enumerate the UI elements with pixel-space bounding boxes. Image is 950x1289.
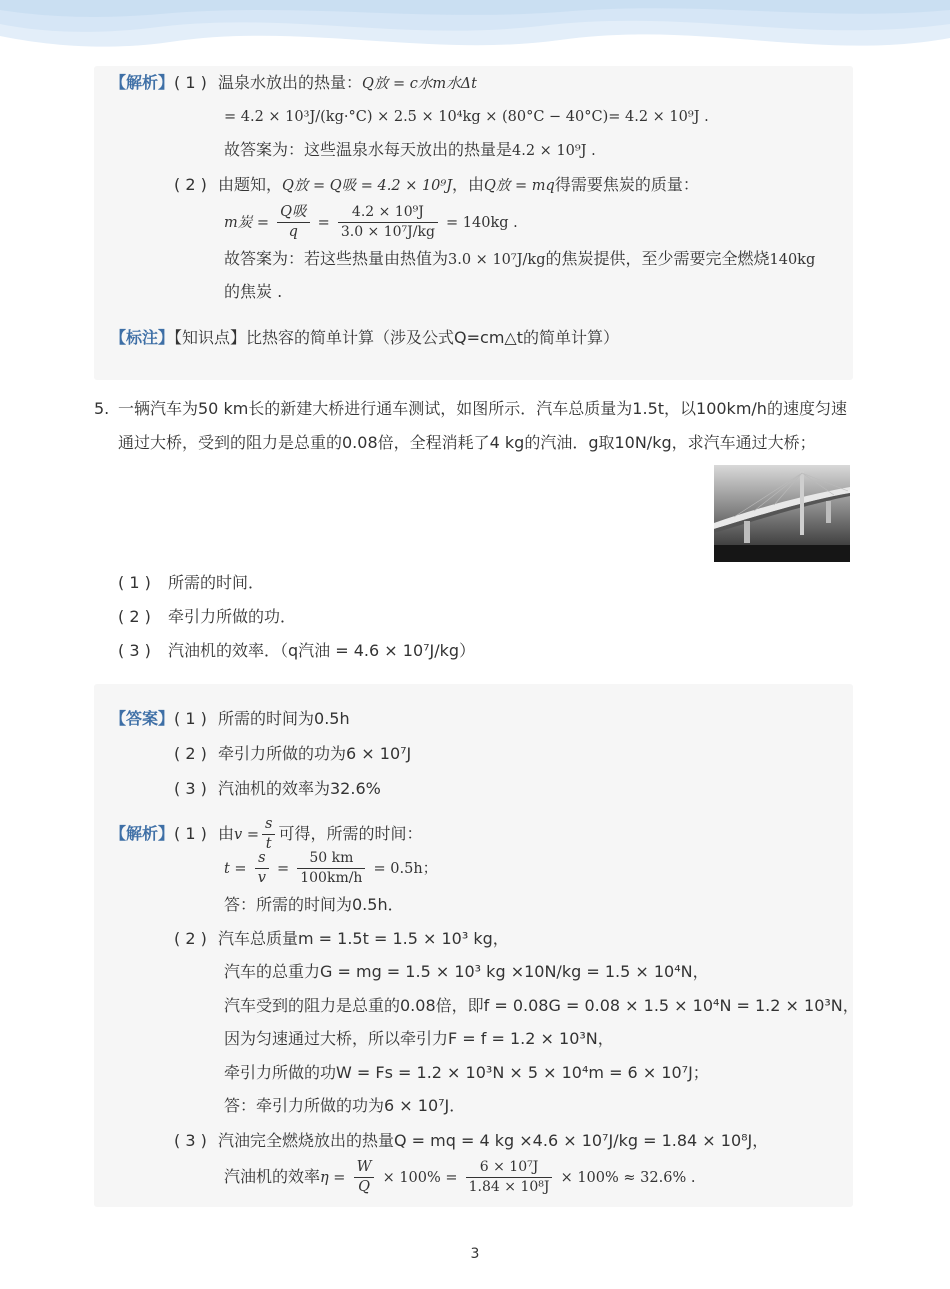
- analysis-s2-answer: 答：牵引力所做的功为6 × 10⁷J．: [224, 1096, 466, 1115]
- analysis-s3-line1: [174, 1130, 768, 1152]
- denominator: q: [288, 224, 298, 240]
- header-wave-decoration: [0, 0, 950, 70]
- question5-sub2: [118, 606, 296, 628]
- numerator: s: [262, 815, 275, 835]
- part-number: ( 2 ): [174, 929, 207, 948]
- note-line: [110, 327, 619, 349]
- formula: Q放 = c水m水Δt: [362, 76, 477, 92]
- formula: η =: [320, 1170, 346, 1186]
- formula: Q放 = mq: [484, 178, 555, 194]
- question5-line1: [94, 398, 847, 420]
- formula: × 100% =: [382, 1170, 458, 1186]
- part-number: ( 3 ): [174, 1131, 207, 1150]
- formula: m炭 =: [224, 215, 270, 231]
- bridge-image: [714, 465, 850, 562]
- sub-text: 所需的时间．: [168, 573, 265, 592]
- text: 可得，所需的时间：: [278, 824, 423, 843]
- answer-line3: [174, 778, 381, 800]
- analysis-s2-line3: 汽车受到的阻力是总重的0.08倍，即f = 0.08G = 0.08 × 1.5 × 10⁴N = 1.2 × 10³N，: [224, 996, 859, 1015]
- note-tag: 【标注】: [110, 328, 175, 347]
- fraction: [255, 849, 269, 888]
- answer-text: 所需的时间为0.5h: [218, 709, 350, 728]
- numerator: W: [354, 1158, 375, 1178]
- formula: v =: [234, 827, 259, 843]
- text: 故答案为：若这些热量由热值为: [224, 249, 449, 268]
- value: 3.0 × 10⁷J/kg: [448, 252, 546, 268]
- sub-text: 牵引力所做的功．: [168, 607, 297, 626]
- denominator: 1.84 × 10⁸J: [468, 1179, 550, 1195]
- denominator: v: [257, 870, 266, 886]
- result: = 0.5h；: [373, 861, 438, 877]
- part-number: ( 1 ): [174, 73, 207, 92]
- result: × 100% ≈ 32.6% .: [560, 1170, 696, 1186]
- numerator: Q吸: [277, 203, 309, 223]
- analysis-part2-fraction-line: m炭 = $\frac{\text{Q吸}}{q}$ = $\frac{\text{4.2 × 10⁹J}}{\text{3.0 × 10⁷J/kg}}$ = 140kg .: [224, 204, 518, 240]
- fraction: [277, 203, 309, 242]
- analysis-s3-line2: [224, 1155, 695, 1200]
- numerator: 50 km: [297, 849, 365, 869]
- analysis-part1-calc: = 4.2 × 10³J/(kg·°C) × 2.5 × 10⁴kg × (80°C − 40°C)= 4.2 × 10⁹J .: [224, 109, 709, 125]
- text: 汽油完全燃烧放出的热量Q = mq = 4 kg ×4.6 × 10⁷J/kg = 1.84 × 10⁸J，: [218, 1131, 769, 1150]
- text: ，由: [452, 175, 485, 194]
- analysis-s2-line1: [174, 928, 509, 950]
- numerator: s: [255, 849, 269, 869]
- analysis-s1-line2: t = $\frac{s}{v}$ = $\frac{50 km}{100km/h}$ = 0.5h；: [224, 850, 438, 886]
- analysis-part2-answer-cont: 的焦炭 .: [224, 282, 283, 301]
- part-number: ( 1 ): [174, 824, 207, 843]
- analysis-tag: 【解析】: [110, 824, 175, 843]
- text: 由: [218, 824, 235, 843]
- text: 得需要焦炭的质量：: [554, 175, 699, 194]
- page-number: 3: [470, 1246, 480, 1262]
- sub-number: ( 3 ): [118, 641, 151, 660]
- value: 4.2 × 10⁹J .: [512, 143, 596, 159]
- sub-number: ( 1 ): [118, 573, 151, 592]
- part-number: ( 1 ): [174, 709, 207, 728]
- answer-line2: [174, 743, 411, 765]
- value: 140kg: [769, 252, 816, 268]
- text: 温泉水放出的热量：: [218, 73, 363, 92]
- answer-text: 牵引力所做的功为6 × 10⁷J: [218, 744, 412, 763]
- analysis-s2-line5: 牵引力所做的功W = Fs = 1.2 × 10³N × 5 × 10⁴m = 6 × 10⁷J；: [224, 1063, 709, 1082]
- denominator: 3.0 × 10⁷J/kg: [340, 224, 435, 240]
- fraction: [297, 849, 365, 888]
- result: = 140kg .: [446, 215, 518, 231]
- numerator: 4.2 × 10⁹J: [338, 203, 438, 223]
- question5-sub1: [118, 572, 264, 594]
- analysis-part2-line1: [174, 174, 699, 197]
- analysis-tag: 【解析】: [110, 73, 175, 92]
- text: 的焦炭提供，至少需要完全燃烧: [545, 249, 770, 268]
- part-number: ( 2 ): [174, 744, 207, 763]
- question5-sub3: [118, 640, 475, 662]
- text: 汽油机的效率: [224, 1167, 321, 1186]
- fraction: [354, 1158, 375, 1197]
- part-number: ( 3 ): [174, 779, 207, 798]
- question-text: 一辆汽车为50 km长的新建大桥进行通车测试，如图所示．汽车总质量为1.5t，以100km/h的速度匀速: [118, 399, 847, 418]
- denominator: 100km/h: [300, 870, 363, 886]
- answer-tag: 【答案】: [110, 709, 175, 728]
- analysis-s2-line4: 因为匀速通过大桥，所以牵引力F = f = 1.2 × 10³N，: [224, 1029, 614, 1048]
- note-text: 【知识点】比热容的简单计算（涉及公式Q=cm△t的简单计算）: [174, 328, 619, 347]
- denominator: t: [265, 836, 272, 852]
- bridge-photo: [714, 465, 850, 562]
- answer-text: 汽油机的效率为32.6%: [218, 779, 381, 798]
- question-number: 5.: [94, 399, 110, 418]
- fraction: [466, 1158, 553, 1197]
- numerator: 6 × 10⁷J: [466, 1158, 553, 1178]
- analysis-part1-line1: [110, 72, 477, 95]
- text: 汽车总质量m = 1.5t = 1.5 × 10³ kg，: [218, 929, 509, 948]
- answer-line1: [110, 708, 350, 730]
- formula: Q放 = Q吸 = 4.2 × 10⁹J: [282, 178, 453, 194]
- sub-number: ( 2 ): [118, 607, 151, 626]
- part-number: ( 2 ): [174, 175, 207, 194]
- text: 故答案为：这些温泉水每天放出的热量是: [224, 140, 513, 159]
- analysis-s1-answer: 答：所需的时间为0.5h．: [224, 895, 404, 914]
- fraction: [338, 203, 438, 242]
- analysis-part2-answer: [224, 248, 815, 271]
- question5-line2: 通过大桥，受到的阻力是总重的0.08倍，全程消耗了4 kg的汽油．g取10N/kg，求汽车通过大桥；: [118, 433, 816, 452]
- analysis-part1-answer: [224, 139, 596, 162]
- denominator: Q: [358, 1179, 370, 1195]
- sub-text: 汽油机的效率．（q汽油 = 4.6 × 10⁷J/kg）: [168, 641, 476, 660]
- text: 由题知，: [218, 175, 283, 194]
- formula: t =: [224, 861, 247, 877]
- analysis-s2-line2: 汽车的总重力G = mg = 1.5 × 10³ kg ×10N/kg = 1.5 × 10⁴N，: [224, 962, 709, 981]
